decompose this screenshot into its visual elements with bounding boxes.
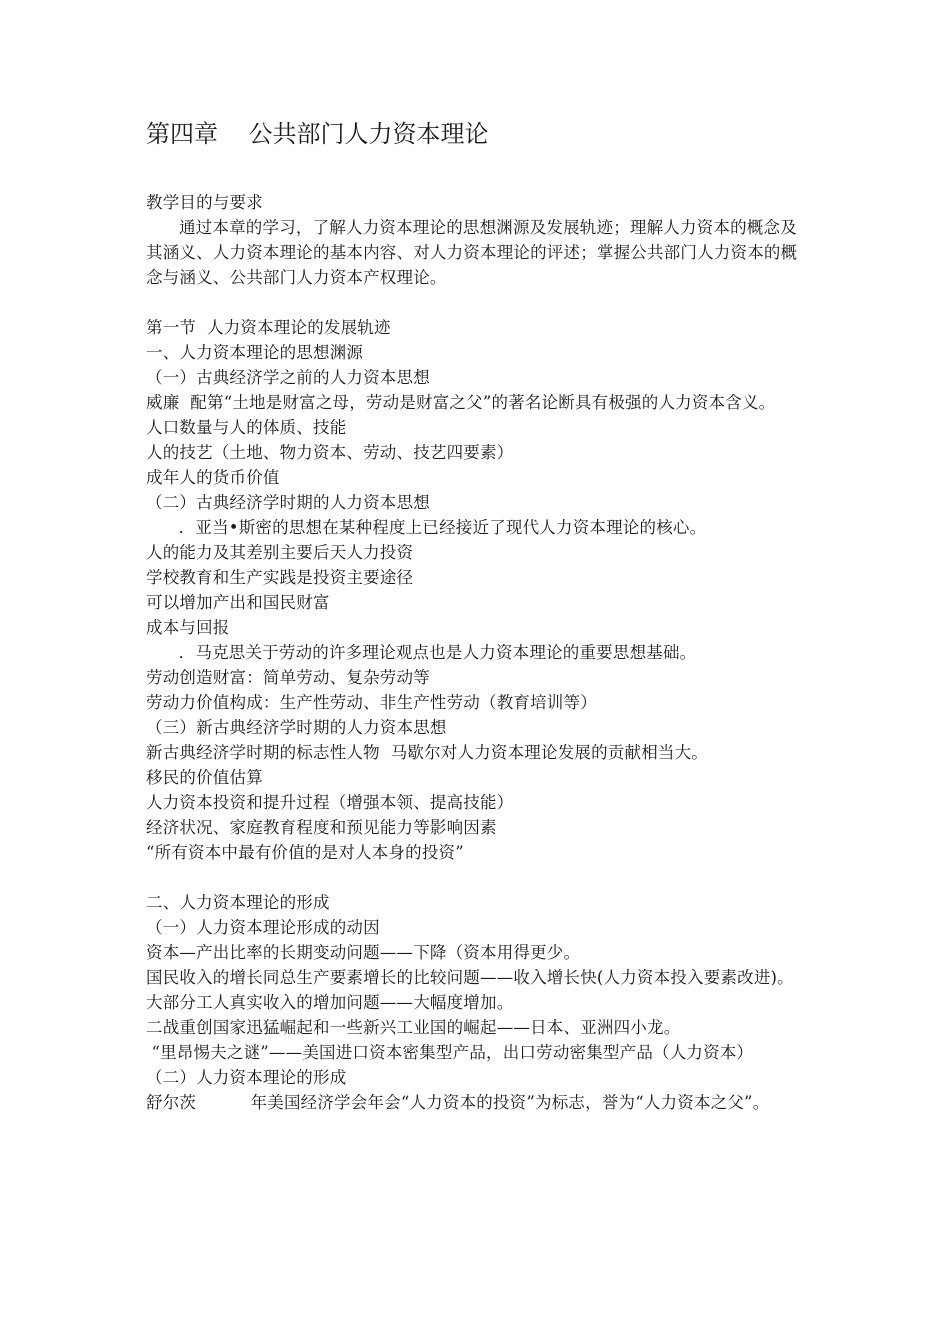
- body-line: 人的技艺（土地、物力资本、劳动、技艺四要素）: [146, 443, 514, 462]
- section-title: 第一节 人力资本理论的发展轨迹: [146, 318, 391, 337]
- body-line: 舒尔茨 年美国经济学会年会“人力资本的投资”为标志，誉为“人力资本之父”。: [146, 1093, 770, 1112]
- spacer: [146, 152, 808, 190]
- body-line: 成本与回报: [146, 618, 230, 637]
- subsection-heading: （二）古典经济学时期的人力资本思想: [146, 493, 430, 512]
- body-line: 新古典经济学时期的标志性人物 马歇尔对人力资本理论发展的贡献相当大。: [146, 743, 708, 762]
- body-line: ．马克思关于劳动的许多理论观点也是人力资本理论的重要思想基础。: [146, 643, 697, 662]
- spacer: [146, 865, 808, 890]
- objectives-paragraph: 通过本章的学习，了解人力资本理论的思想渊源及发展轨迹；理解人力资本的概念及其涵义、人力资本理论的基本内容、对人力资本理论的评述；掌握公共部门人力资本的概念与涵义、公共部门人力资本产权理论。: [146, 218, 798, 287]
- subsection-heading: （一）人力资本理论形成的动因: [146, 918, 380, 937]
- subsection-heading: （三）新古典经济学时期的人力资本思想: [146, 718, 447, 737]
- body-line: 学校教育和生产实践是投资主要途径: [146, 568, 414, 587]
- document-page: [146, 116, 808, 1115]
- spacer: [146, 290, 808, 315]
- body-line: “所有资本中最有价值的是对人本身的投资”: [146, 843, 464, 862]
- body-line: 人力资本投资和提升过程（增强本领、提高技能）: [146, 793, 514, 812]
- body-line: “里昂惕夫之谜”——美国进口资本密集型产品，出口劳动密集型产品（人力资本）: [146, 1043, 754, 1062]
- part-heading: 一、人力资本理论的思想渊源: [146, 343, 364, 362]
- body-line: 可以增加产出和国民财富: [146, 593, 330, 612]
- body-line: 资本—产出比率的长期变动问题——下降（资本用得更少。: [146, 943, 581, 962]
- body-line: 二战重创国家迅猛崛起和一些新兴工业国的崛起——日本、亚洲四小龙。: [146, 1018, 681, 1037]
- body-line: 移民的价值估算: [146, 768, 263, 787]
- chapter-title: 第四章 公共部门人力资本理论: [146, 120, 489, 148]
- subsection-heading: （二）人力资本理论的形成: [146, 1068, 347, 1087]
- part-heading: 二、人力资本理论的形成: [146, 893, 330, 912]
- subsection-heading: （一）古典经济学之前的人力资本思想: [146, 368, 430, 387]
- objectives-heading: 教学目的与要求: [146, 193, 263, 212]
- body-line: 威廉 配第“土地是财富之母，劳动是财富之父”的著名论断具有极强的人力资本含义。: [146, 393, 776, 412]
- body-line: 劳动创造财富：简单劳动、复杂劳动等: [146, 668, 430, 687]
- body-line: ．亚当•斯密的思想在某种程度上已经接近了现代人力资本理论的核心。: [146, 518, 707, 537]
- body-line: 大部分工人真实收入的增加问题——大幅度增加。: [146, 993, 514, 1012]
- body-line: 人的能力及其差别主要后天人力投资: [146, 543, 414, 562]
- body-line: 劳动力价值构成：生产性劳动、非生产性劳动（教育培训等）: [146, 693, 597, 712]
- body-line: 国民收入的增长同总生产要素增长的比较问题——收入增长快(人力资本投入要素改进)。: [146, 968, 794, 987]
- body-line: 成年人的货币价值: [146, 468, 280, 487]
- body-line: 人口数量与人的体质、技能: [146, 418, 347, 437]
- body-line: 经济状况、家庭教育程度和预见能力等影响因素: [146, 818, 497, 837]
